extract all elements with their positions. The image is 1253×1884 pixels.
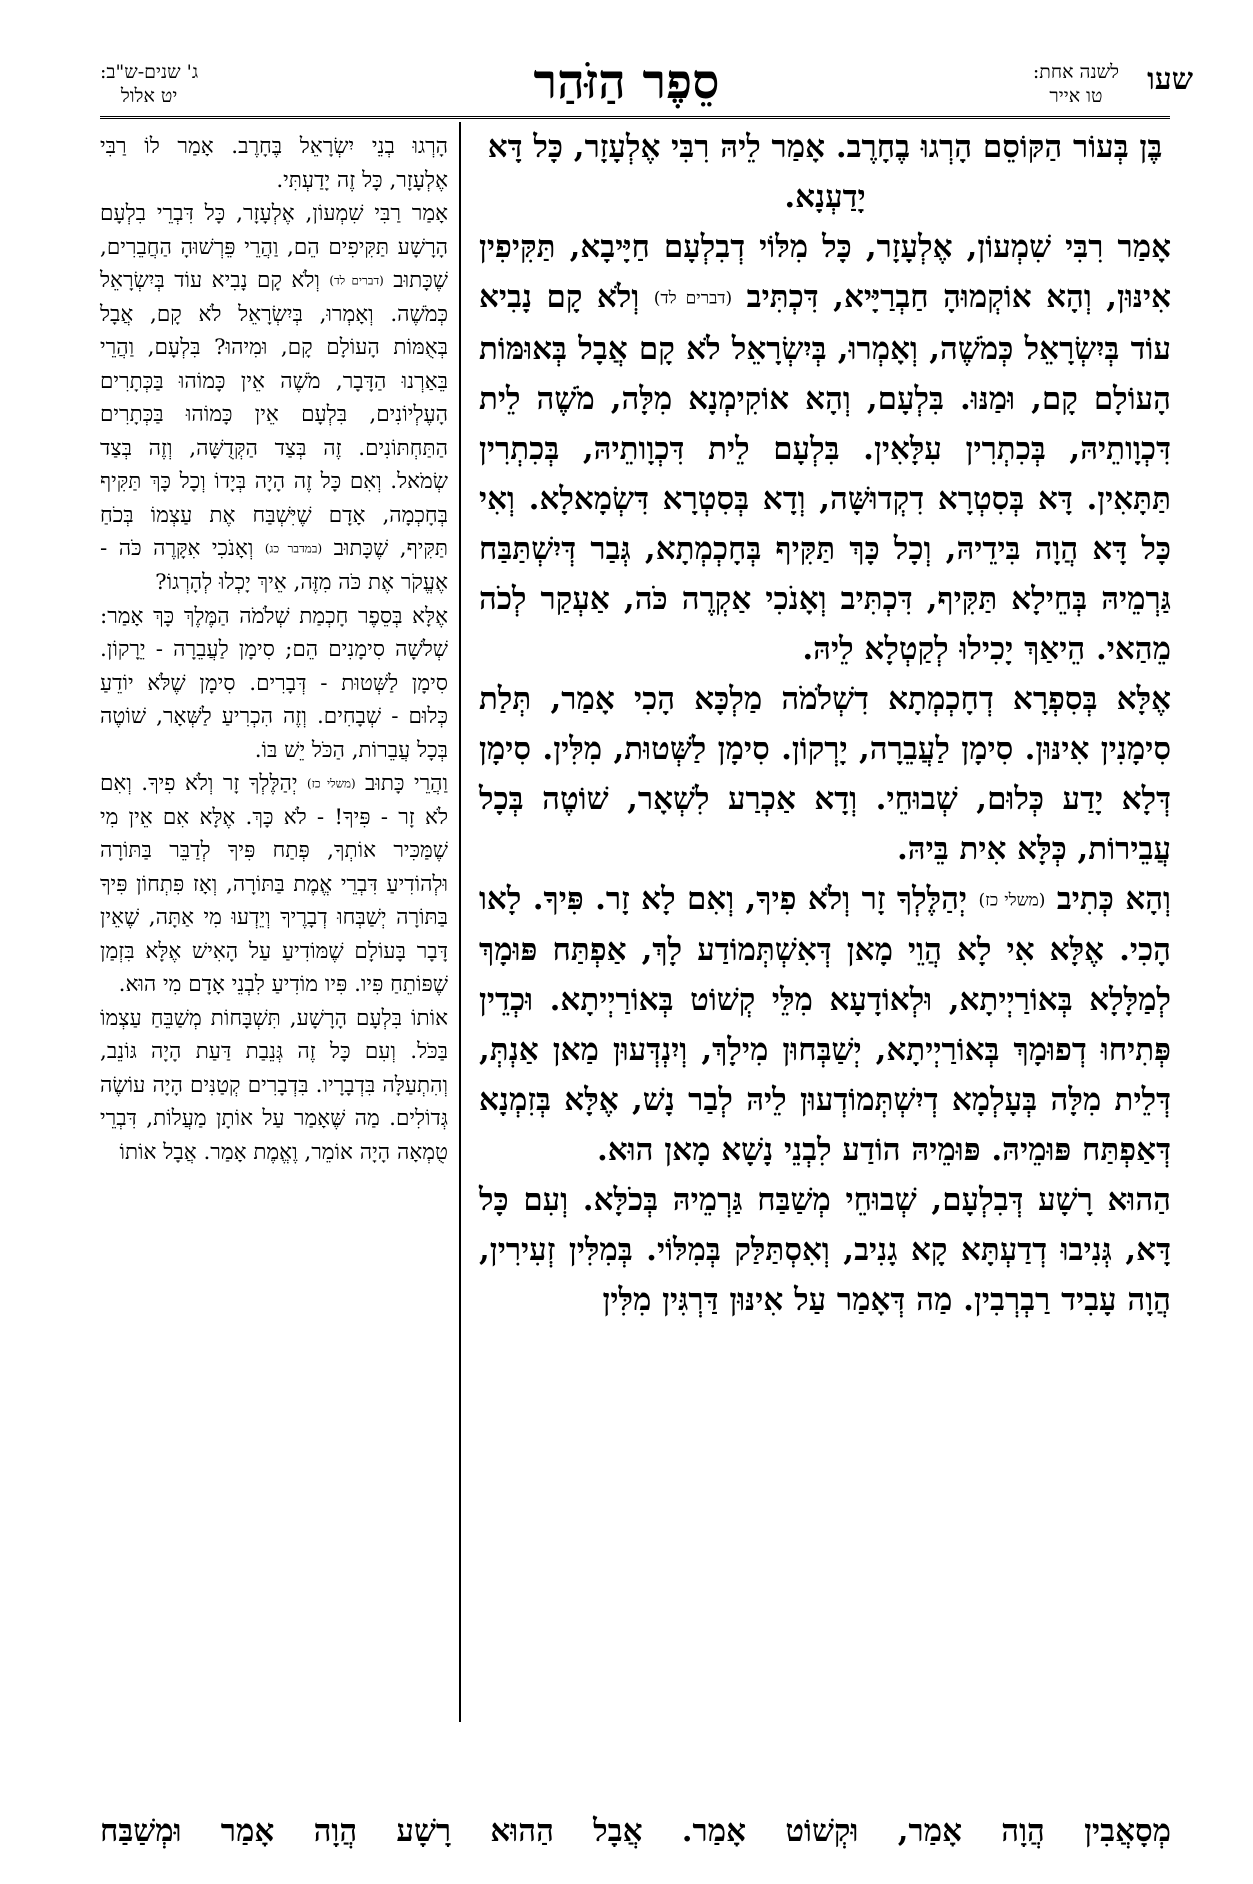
main-paragraph-3: אֶלָּא בְּסִפְרָא דְחָכְמְתָא דִשְׁלֹמֹה מַלְכָּא הָכִי אָמַר, תְּלַת סִימָנִין אִינּוּן. סִימָן לַעֲבֵרָה, יָרְקוֹן. סִימָן לַשְּׁטוּת, מִלִּין. סִימָן דְּלָא יָדַע כְּלוּם, שְׁבוּחֵי. וְדָא אַכְרַע לִשְׁאָר, שׁוֹטֶה בְּכָל עֲבֵירוֹת, כְּלָּא אִית בֵּיהּ.	[479, 680, 1171, 867]
main-paragraph-2	[479, 222, 1171, 674]
schedule-three-years	[100, 60, 198, 108]
aramaic-column	[479, 122, 1171, 1325]
schedule-one-year-label: לשנה אחת:	[1032, 61, 1119, 83]
column-divider	[459, 122, 461, 1722]
page-header	[0, 54, 1253, 120]
hebrew-translation-column	[100, 130, 448, 1169]
side-paragraph-5: אוֹתוֹ בִּלְעָם הָרָשָׁע, תִּשְׁבָּחוֹת מְשַׁבֵּחַ עַצְמוֹ בַּכֹּל. וְעִם כָּל זֶה גְּנֵבַת דַּעַת הָיָה גּוֹנֵב, וְהִתְעַלָּה בִּדְבָרָיו. בִּדְבָרִים קְטַנִּים הָיָה עוֹשֶׂה גְּדוֹלִים. מַה שֶּׁאָמַר עַל אוֹתָן מַעֲלוֹת, דִּבְרֵי טֻמְאָה הָיָה אוֹמֵר, וֶאֱמֶת אָמַר. אֲבָל אוֹתוֹ	[100, 1005, 448, 1165]
main-paragraph-2-start: אָמַר רִבִּי שִׁמְעוֹן, אֶלְעָזָר, כָּל מִלּוֹי דְבִלְעָם חַיָּיבָא, תַּקִּיפִין אִינּוּן, וְהָא אוֹקְמוּהָ חַבְרַיָּיא, דִּכְתִּיב	[479, 229, 1171, 315]
verse-reference: (דברים לד)	[329, 273, 384, 288]
main-paragraph-4-rest: יְהַלֶּלְךָ זָר וְלֹא פִיךָ, וְאִם לָא זָר. פִּיךָ. לָאו הָכִי. אֶלָּא אִי לָא הֲוֵי מָאן דְּאִשְׁתְּמוֹדַע לָךְ, אַפְתַּח פּוּמָךְ לְמַלָּלָא בְּאוֹרַיְיתָא, וּלְאוֹדָעָא מִלֵּי קְשׁוֹט בְּאוֹרַיְיתָא. וּכְדֵין פְּתִיחוּ דְפוּמָךְ בְּאוֹרַיְיתָא, יְשַׁבְּחוּן מִילָךְ, וְיִנְדְּעוּן מַאן אַנְתְּ, דְּלֵית מִלָּה בְּעָלְמָא דְיִשְׁתְּמוֹדְעוּן לֵיהּ לְבַר נָשׁ, אֶלָּא בְּזִמְנָא דְּאַפְתַּח פּוּמֵיהּ. פּוּמֵיהּ הוֹדַע לִבְנֵי נָשָׁא מָאן הוּא.	[479, 880, 1171, 1168]
side-paragraph-2-middle: וְלֹא קָם נָבִיא עוֹד בְּיִשְׂרָאֵל כְּמֹשֶׁה. וְאָמְרוּ, בְּיִשְׂרָאֵל לֹא קָם, אֲבָל בְּאֻמּוֹת הָעוֹלָם קָם, וּמִיהוּ? בִּלְעָם, וַהֲרֵי בֵּאַרְנוּ הַדָּבָר, מֹשֶׁה אֵין כָּמוֹהוּ בַּכְּתָרִים הָעֶלְיוֹנִים, בִּלְעָם אֵין כָּמוֹהוּ בַּכְּתָרִים הַתַּחְתּוֹנִים. זֶה בְּצַד הַקְּדֻשָּׁה, וְזֶה בְּצַד שְׂמֹאל. וְאִם כָּל זֶה הָיָה בְּיָדוֹ וְכָל כָּךְ תַּקִּיף בְּחָכְמָה, אָדָם שֶׁיִּשְׁבַּח אֶת עַצְמוֹ בְּכֹחַ תַּקִּיף, שֶׁכָּתוּב	[100, 268, 448, 562]
verse-reference: (במדבר כג)	[264, 541, 323, 556]
side-paragraph-3: אֶלָּא בְּסֵפֶר חָכְמַת שְׁלֹמֹה הַמֶּלֶךְ כָּךְ אָמַר: שְׁלֹשָׁה סִימָנִים הֵם; סִימָן לַעֲבֵרָה - יֵרָקוֹן. סִימָן לַשְּׁטוּת - דְּבָרִים. סִימָן שֶׁלֹּא יוֹדֵעַ כְּלוּם - שְׁבָחִים. וְזֶה הִכְרִיעַ לַשְּׁאָר, שׁוֹטֶה בְּכָל עֲבֵרוֹת, הַכֹּל יֵשׁ בּוֹ.	[100, 603, 448, 763]
main-paragraph-5: הַהוּא רָשָׁע דְּבִלְעָם, שְׁבוּחֵי מְשַׁבַּח גַּרְמֵיהּ בְּכֹלָּא. וְעִם כָּל דָּא, גְּנִיבוּ דְדַעְתָּא קָא גָנִיב, וְאִסְתַּלַּק בְּמִלּוֹי. בְּמִלִּין זְעִירִין, הֲוָה עָבִיד רַבְרְבִין. מַה דְּאָמַר עַל אִינּוּן דַּרְגִּין מִלִּין	[479, 1182, 1171, 1318]
book-title: סֵפֶר הַזֹּהַר	[533, 54, 720, 110]
main-paragraph-1: בֶּן בְּעוֹר הַקּוֹסֵם הָרְגוּ בֶחָרֶב. אָמַר לֵיהּ רִבִּי אֶלְעָזָר, כָּל דָּא יָדַעְנָא.	[487, 129, 1163, 215]
side-paragraph-4	[100, 767, 448, 1002]
schedule-three-years-label: ג' שנים-ש"ב:	[100, 61, 199, 83]
header-divider	[100, 116, 1170, 119]
side-paragraph-1: הָרְגוּ בְנֵי יִשְׂרָאֵל בֶּחָרֶב. אָמַר לוֹ רַבִּי אֶלְעָזָר, כָּל זֶה יָדַעְתִּי.	[100, 134, 448, 193]
schedule-one-year-date: טו אייר	[1049, 85, 1103, 107]
side-paragraph-2-start: אָמַר רַבִּי שִׁמְעוֹן, אֶלְעָזָר, כָּל דִּבְרֵי בִלְעָם הָרָשָׁע תַּקִּיפִים הֵם, וַהֲרֵי פֵּרְשׁוּהָ הַחֲבֵרִים, שֶׁכָּתוּב	[100, 201, 448, 293]
side-paragraph-4-rest: יְהַלֶּלְךָ זָר וְלֹא פִיךָ. וְאִם לֹא זָר - פִּיךָ! - לֹא כָּךְ. אֶלָּא אִם אֵין מִי שֶׁמַּכִּיר אוֹתְךָ, פְּתַח פִּיךָ לְדַבֵּר בַּתּוֹרָה וּלְהוֹדִיעַ דִּבְרֵי אֱמֶת בַּתּוֹרָה, וְאָז פִּתְחוֹן פִּיךָ בַּתּוֹרָה יְשַׁבְּחוּ דְבָרֶיךָ וְיֵדְעוּ מִי אַתָּה, שֶׁאֵין דָּבָר בָּעוֹלָם שֶׁמּוֹדִיעַ עַל הָאִישׁ אֶלָּא בִּזְמַן שֶׁפּוֹתֵחַ פִּיו. פִּיו מוֹדִיעַ לִבְנֵי אָדָם מִי הוּא.	[100, 771, 448, 998]
main-paragraph-4	[479, 874, 1171, 1176]
schedule-three-years-date: יט אלול	[120, 85, 178, 107]
verse-reference: (משלי כז)	[978, 890, 1046, 910]
verse-reference: (משלי כז)	[306, 776, 356, 791]
full-width-last-line: מְסָאֲבִין הֲוָה אָמַר, וּקְשׁוֹט אָמַר. אֲבָל הַהוּא רָשָׁע הֲוָה אָמַר וּמְשַׁבַּח	[100, 1813, 1171, 1849]
main-paragraph-2-rest: וְלֹא קָם נָבִיא עוֹד בְּיִשְׂרָאֵל כְּמֹשֶׁה, וְאָמְרוּ, בְּיִשְׂרָאֵל לֹא קָם אֲבָל בְּאוּמּוֹת הָעוֹלָם קָם, וּמַנּוּ. בִּלְעָם, וְהָא אוֹקִימְנָא מִלָּה, מֹשֶׁה לֵית דִּכְוָותֵיהּ, בְּכִתְרִין עִלָּאִין. בִּלְעָם לֵית דִּכְוָותֵיהּ, בְּכִתְרִין תַּתָּאִין. דָּא בְּסִטְרָא דִקְדוּשָּׁה, וְדָא בְּסִטְרָא דִּשְׂמָאלָא. וְאִי כָּל דָּא הֲוָה בִּידֵיהּ, וְכָל כָּךְ תַּקִּיף בְּחָכְמְתָא, גְּבַר דְּיִשְׁתַּבַּח גַּרְמֵיהּ בְּחֵילָא תַּקִּיף, דִּכְתִּיב וְאָנֹכִי אַקְרֶה כֹּה, אַעְקַר לְכֹה מֵהַאי. הֵיאַךְ יָכִילוּ לְקַטְלָא לֵיהּ.	[479, 279, 1171, 667]
verse-reference: (דברים לד)	[653, 288, 733, 309]
side-paragraph-2	[100, 197, 448, 600]
side-paragraph-2-end: וְאָנֹכִי אִקָּרֶה כֹּה - אֶעֱקֹר אֶת כֹּה מִזֶּה, אֵיךְ יָכְלוּ לְהָרְגוֹ?	[100, 536, 448, 595]
page-number: שעו	[1147, 62, 1193, 97]
main-paragraph-4-start: וְהָא כְּתִיב	[1056, 880, 1171, 917]
side-paragraph-4-start: וַהֲרֵי כָּתוּב	[365, 771, 449, 796]
